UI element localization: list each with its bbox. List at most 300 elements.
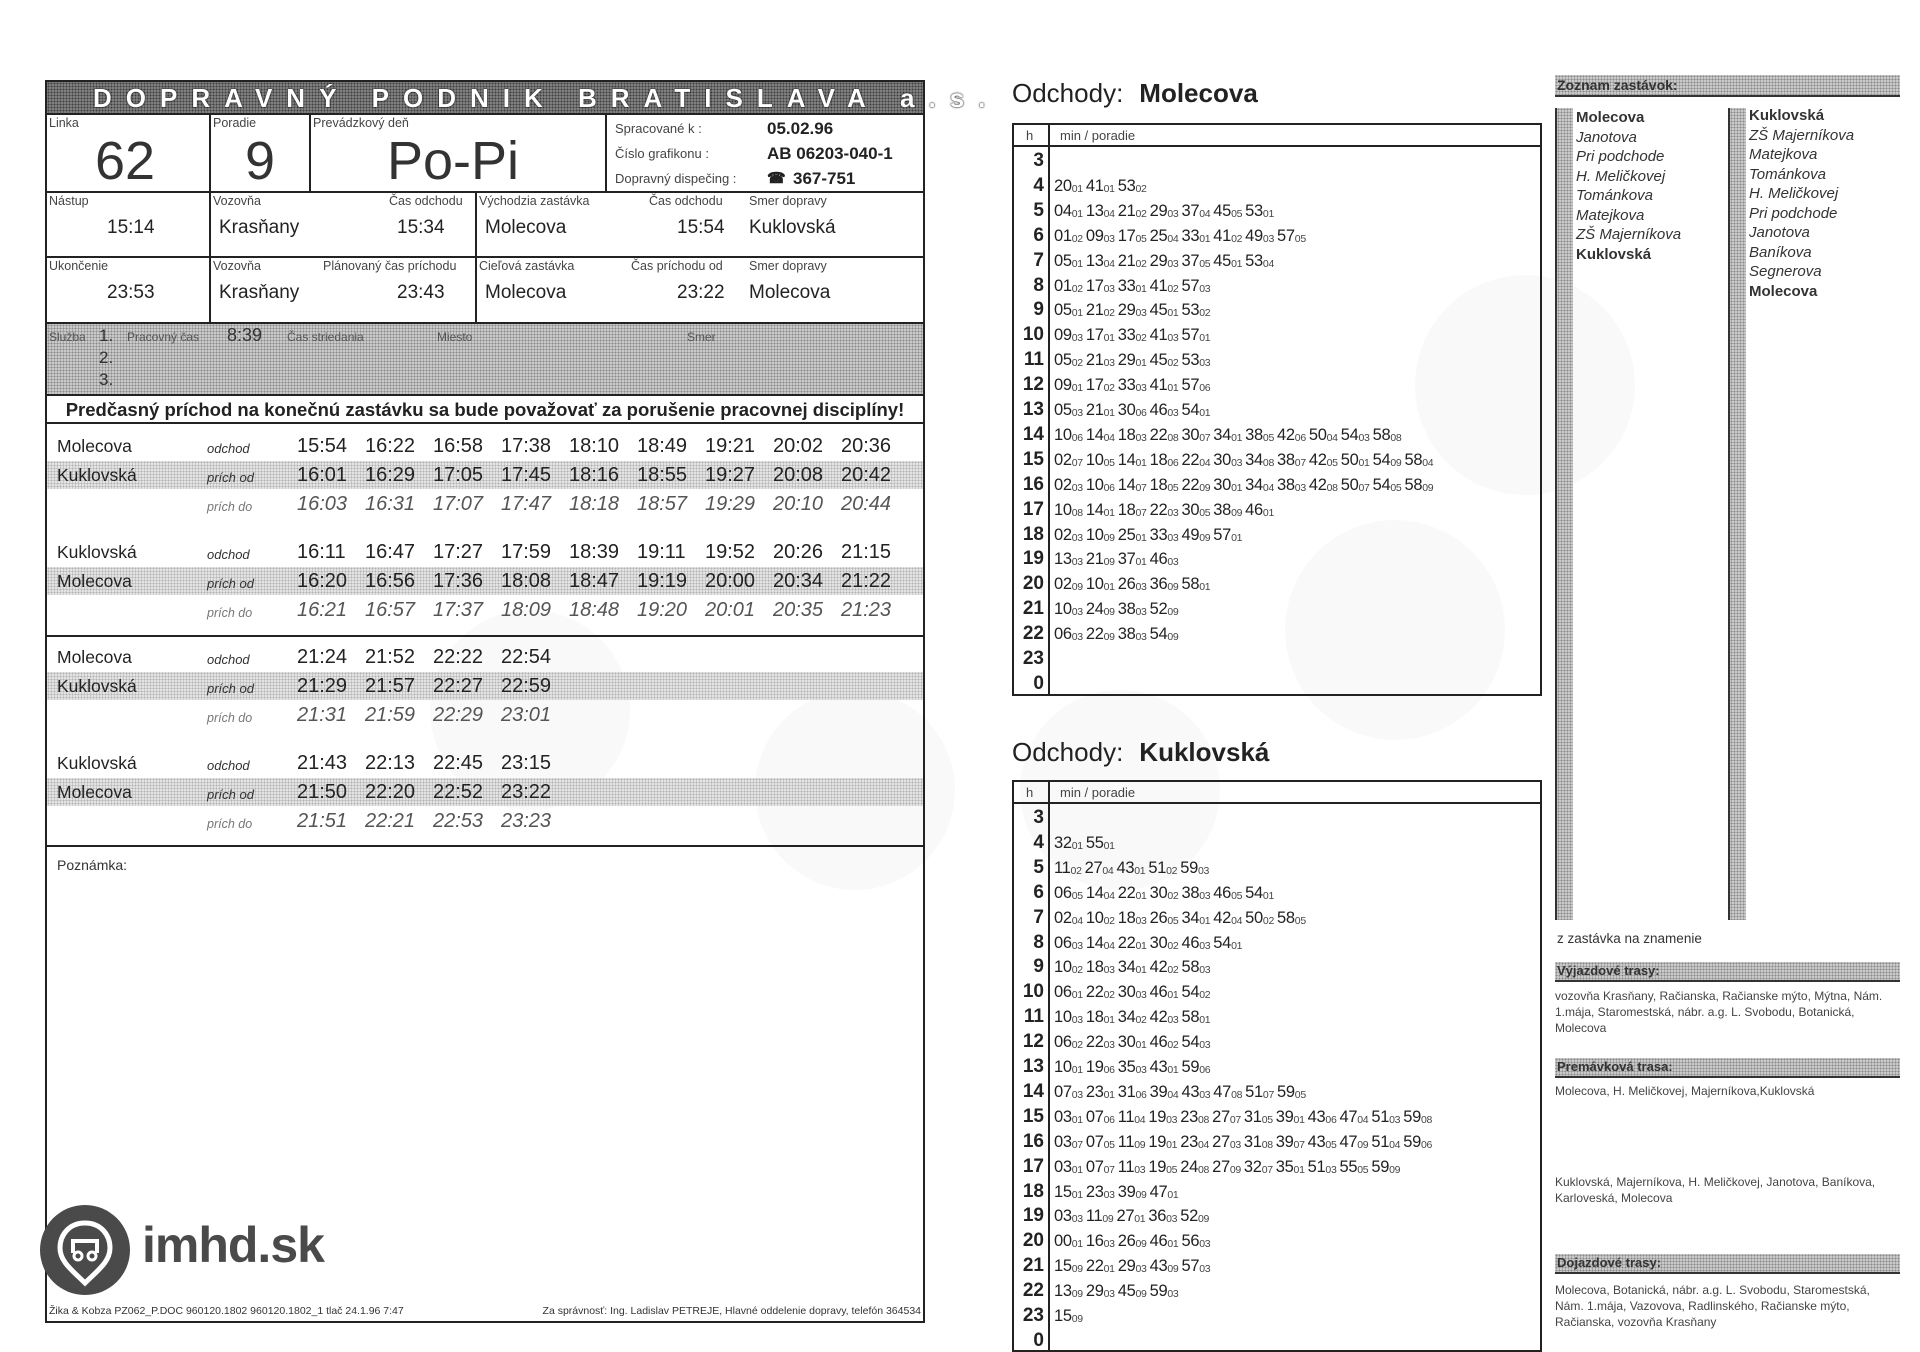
nastup-cell (47, 193, 211, 258)
departure-poradie: 09 (1389, 1163, 1401, 1176)
departure-poradie: 03 (1166, 1113, 1178, 1126)
minutes-row (1054, 475, 1436, 497)
departure-minute: 52 (1180, 1207, 1198, 1226)
hour-label: 18 (1022, 1180, 1044, 1202)
departure-minute: 42 (1308, 475, 1327, 494)
departure-entry (1148, 1133, 1177, 1151)
departure-poradie: 02 (1103, 914, 1115, 927)
departures-table (1012, 780, 1542, 1352)
departure-poradie: 04 (1357, 1113, 1369, 1126)
minutes-row (1054, 525, 1245, 547)
schedule-time: 19:19 (637, 570, 688, 592)
departure-minute: 39 (1275, 1107, 1294, 1126)
hour-label: 4 (1033, 174, 1044, 196)
grafikon-value: AB 06203-040-1 (767, 144, 893, 163)
departure-entry (1054, 1108, 1083, 1126)
departure-minute: 37 (1181, 251, 1200, 270)
departure-poradie: 05 (1071, 889, 1083, 902)
schedule-stop: Molecova (57, 436, 132, 456)
departure-minute: 26 (1117, 575, 1136, 594)
departure-minute: 53 (1245, 201, 1263, 220)
schedule-time: 17:37 (433, 599, 484, 621)
departure-minute: 34 (1245, 475, 1263, 494)
departure-poradie: 03 (1294, 481, 1306, 494)
departure-entry (1118, 909, 1147, 927)
departure-minute: 58 (1404, 475, 1423, 494)
dojazdove-title: Dojazdové trasy: (1555, 1254, 1900, 1274)
departure-poradie: 06 (1071, 431, 1083, 444)
departure-entry (1373, 426, 1402, 444)
departure-entry (1150, 227, 1179, 245)
departure-minute: 47 (1213, 1082, 1232, 1101)
departure-minute: 30 (1149, 883, 1168, 902)
departure-entry (1181, 351, 1210, 369)
departure-minute: 07 (1085, 1107, 1104, 1126)
departure-poradie: 03 (1103, 1039, 1115, 1052)
departure-entry (1181, 202, 1210, 220)
departure-poradie: 04 (1231, 914, 1243, 927)
line-number: 62 (95, 131, 156, 191)
schedule-time: 23:23 (501, 810, 552, 832)
departure-minute: 21 (1117, 251, 1136, 270)
schedule-row (47, 643, 923, 671)
departure-entry (1118, 1058, 1147, 1076)
departure-poradie: 01 (1103, 407, 1115, 419)
departure-entry (1118, 476, 1147, 494)
imhd-logo-icon (40, 1205, 130, 1295)
departure-poradie: 02 (1231, 232, 1243, 245)
departure-minute: 52 (1149, 600, 1168, 619)
departure-minute: 38 (1213, 500, 1232, 519)
departure-minute: 55 (1085, 833, 1104, 852)
schedule-time: 16:11 (297, 541, 346, 563)
hour-label: 20 (1022, 1230, 1044, 1252)
departure-minute: 19 (1085, 1058, 1104, 1076)
departure-poradie: 01 (1103, 839, 1115, 852)
departure-minute: 38 (1117, 600, 1136, 619)
departure-poradie: 09 (1103, 531, 1115, 544)
departure-poradie: 05 (1294, 914, 1306, 927)
schedule-time: 23:15 (501, 752, 552, 774)
departure-minute: 59 (1277, 1082, 1295, 1101)
departure-minute: 09 (1085, 226, 1104, 245)
departure-poradie: 02 (1071, 1039, 1083, 1052)
departure-poradie: 06 (1420, 1138, 1433, 1151)
departure-minute: 59 (1180, 858, 1198, 877)
departure-poradie: 01 (1199, 332, 1211, 345)
departure-poradie: 03 (1167, 531, 1179, 544)
departure-minute: 18 (1085, 958, 1104, 977)
departure-poradie: 02 (1103, 307, 1115, 320)
departure-minute: 46 (1149, 983, 1168, 1002)
departure-poradie: 01 (1167, 989, 1179, 1002)
stop-list-divider (1555, 108, 1557, 920)
departure-entry (1116, 1207, 1145, 1225)
departure-poradie: 02 (1135, 257, 1147, 270)
departure-minute: 30 (1213, 475, 1232, 494)
schedule-time: 21:43 (297, 752, 348, 774)
minutes-row (1054, 325, 1213, 347)
departure-entry (1086, 252, 1115, 270)
departure-poradie: 09 (1199, 481, 1211, 494)
minutes-row (1054, 400, 1213, 422)
departure-poradie: 01 (1135, 964, 1147, 977)
departure-minute: 14 (1117, 450, 1136, 469)
departure-poradie: 03 (1167, 332, 1179, 345)
departure-entry (1054, 1033, 1083, 1051)
schedule-time: 22:54 (501, 646, 552, 668)
schedule-kind: odchod (207, 758, 250, 773)
departure-poradie: 01 (1071, 1163, 1083, 1176)
departure-poradie: 09 (1103, 606, 1115, 619)
departure-minute: 59 (1149, 1282, 1168, 1301)
departure-entry (1181, 451, 1210, 469)
departure-minute: 22 (1085, 1033, 1104, 1052)
schedule-time: 17:47 (501, 493, 552, 515)
premavkova-text-2: Kuklovská, Majerníkova, H. Meličkovej, Janotova, Baníkova, Karloveská, Molecova (1555, 1175, 1876, 1205)
departure-entry (1150, 1183, 1179, 1201)
departure-entry (1213, 526, 1242, 544)
operating-day: Po-Pi (387, 131, 520, 191)
departure-minute: 38 (1245, 425, 1263, 444)
departure-entry (1054, 451, 1083, 469)
departure-minute: 22 (1149, 500, 1168, 519)
departure-poradie: 03 (1135, 1064, 1147, 1076)
departure-poradie: 01 (1103, 1088, 1115, 1101)
departure-entry (1371, 1158, 1400, 1176)
schedule-time: 17:59 (501, 541, 552, 563)
departure-entry (1086, 1282, 1115, 1300)
departure-entry (1054, 834, 1083, 852)
minutes-row (1054, 276, 1213, 298)
vozovna-start-cell (211, 193, 477, 258)
departure-minute: 11 (1054, 858, 1071, 877)
departure-entry (1213, 884, 1242, 902)
vyjazdove-title: Výjazdové trasy: (1555, 962, 1900, 982)
schedule-time: 21:15 (841, 541, 892, 563)
departure-entry (1150, 1232, 1179, 1250)
departure-entry (1086, 1232, 1115, 1250)
table-header (1014, 125, 1540, 147)
dispecing-value: 367-751 (793, 169, 856, 188)
departure-entry (1277, 476, 1306, 494)
departure-poradie: 03 (1071, 407, 1083, 419)
schedule-kind: prích do (207, 606, 253, 620)
departure-poradie: 01 (1071, 207, 1083, 220)
departure-entry (1118, 1083, 1147, 1101)
departure-minute: 53 (1181, 301, 1200, 320)
departure-poradie: 03 (1197, 864, 1210, 877)
departure-poradie: 05 (1199, 257, 1211, 270)
departure-poradie: 02 (1167, 282, 1179, 295)
departure-minute: 50 (1245, 908, 1263, 927)
premavkova-text-1: Molecova, H. Meličkovej, Majerníkova,Kuklovská (1555, 1084, 1815, 1098)
departure-entry (1086, 401, 1115, 419)
departure-poradie: 03 (1134, 1163, 1146, 1176)
departure-poradie: 09 (1357, 1138, 1369, 1151)
cas-odchodu2-label: Čas odchodu (649, 194, 723, 208)
departure-minute: 37 (1117, 550, 1136, 569)
departure-entry (1086, 526, 1115, 544)
departure-entry (1245, 252, 1274, 270)
minutes-row (1054, 1132, 1435, 1154)
departure-poradie: 01 (1103, 506, 1115, 519)
departure-poradie: 01 (1103, 182, 1115, 195)
stop-name: Molecova (1576, 109, 1645, 126)
schedule-stop: Molecova (57, 571, 132, 591)
schedule-time: 18:10 (569, 435, 620, 457)
minutes-row (1054, 982, 1213, 1004)
departure-minute: 06 (1054, 1033, 1072, 1052)
departure-minute: 30 (1117, 1033, 1136, 1052)
departure-minute: 31 (1243, 1107, 1262, 1126)
vychodzia-cell (477, 193, 923, 258)
departure-entry (1180, 1133, 1209, 1151)
hour-label: 0 (1033, 1329, 1044, 1351)
departure-minute: 06 (1054, 625, 1072, 644)
departure-entry (1086, 575, 1115, 593)
hour-label: 19 (1022, 1205, 1044, 1227)
departure-poradie: 06 (1135, 407, 1147, 419)
departure-minute: 04 (1054, 201, 1072, 220)
departure-minute: 18 (1117, 425, 1136, 444)
departure-entry (1181, 1083, 1210, 1101)
schedule-time: 18:49 (637, 435, 688, 457)
departure-entry (1341, 476, 1370, 494)
hour-label: 12 (1022, 374, 1044, 396)
smer-value: Molecova (749, 282, 831, 303)
departure-minute: 07 (1085, 1157, 1104, 1176)
hour-label: 18 (1022, 523, 1044, 545)
departure-minute: 24 (1085, 600, 1104, 619)
schedule-time: 18:09 (501, 599, 552, 621)
departure-minute: 50 (1308, 425, 1327, 444)
departure-entry (1118, 1008, 1147, 1026)
departure-entry (1245, 451, 1274, 469)
departure-poradie: 02 (1103, 382, 1115, 395)
departure-entry (1373, 451, 1402, 469)
departure-minute: 59 (1371, 1157, 1390, 1176)
hour-label: 13 (1022, 1056, 1044, 1077)
departure-entry (1054, 277, 1083, 295)
departure-minute: 29 (1117, 301, 1136, 320)
stop-name: Tománkova (1749, 165, 1826, 183)
departure-poradie: 05 (1231, 207, 1243, 220)
departure-entry (1086, 202, 1115, 220)
nastup-time: 15:14 (107, 217, 155, 238)
departure-minute: 18 (1085, 1008, 1104, 1027)
departure-minute: 43 (1116, 858, 1135, 877)
departure-poradie: 04 (1103, 431, 1115, 444)
departure-minute: 10 (1085, 450, 1104, 469)
departure-entry (1148, 1207, 1177, 1225)
schedule-time: 16:22 (365, 435, 416, 457)
departure-poradie: 04 (1199, 456, 1211, 469)
departure-poradie: 03 (1103, 1238, 1115, 1251)
departure-minute: 25 (1149, 226, 1168, 245)
departure-minute: 23 (1180, 1132, 1198, 1151)
departure-poradie: 06 (1103, 1064, 1115, 1076)
planovany-label: Plánovaný čas príchodu (323, 259, 457, 273)
departure-poradie: 06 (1199, 1064, 1211, 1076)
schedule-kind: prích do (207, 817, 253, 831)
minutes-row (1054, 1206, 1212, 1228)
schedule-time: 21:51 (297, 810, 348, 832)
departure-entry (1308, 1108, 1337, 1126)
stop-list-bar (1730, 108, 1746, 920)
departure-poradie: 01 (1135, 556, 1147, 569)
schedule-time: 19:21 (705, 435, 756, 457)
departure-minute: 51 (1307, 1157, 1326, 1176)
departure-entry (1150, 401, 1179, 419)
departure-poradie: 02 (1167, 1039, 1179, 1052)
schedule-kind: odchod (207, 441, 250, 456)
departure-poradie: 01 (1135, 1039, 1147, 1052)
departure-minute: 38 (1277, 475, 1295, 494)
departure-minute: 07 (1085, 1132, 1104, 1151)
departure-entry (1118, 1183, 1147, 1201)
minutes-row (1054, 1306, 1086, 1328)
schedule-kind: prích od (207, 681, 254, 696)
departure-minute: 54 (1372, 450, 1391, 469)
departure-minute: 05 (1054, 251, 1072, 270)
departure-poradie: 07 (1261, 1163, 1273, 1176)
hour-label: 10 (1022, 324, 1044, 346)
departure-poradie: 01 (1135, 282, 1147, 295)
schedule-time: 20:36 (841, 435, 892, 457)
departure-poradie: 07 (1262, 1088, 1275, 1101)
departure-entry (1054, 1232, 1083, 1250)
sluzba-number: 3. (99, 370, 114, 389)
departure-entry (1118, 401, 1147, 419)
stop-name: Pri podchode (1749, 204, 1838, 222)
departure-poradie: 04 (1197, 1138, 1210, 1151)
departure-entry (1150, 426, 1179, 444)
departure-poradie: 09 (1167, 1263, 1179, 1276)
departure-poradie: 03 (1135, 581, 1147, 594)
departure-entry (1245, 227, 1274, 245)
stop-name: Matejkova (1576, 206, 1645, 224)
departure-poradie: 04 (1167, 232, 1179, 245)
departure-minute: 05 (1054, 351, 1072, 370)
departure-minute: 57 (1181, 276, 1200, 295)
schedule-stop: Molecova (57, 782, 132, 802)
departure-entry (1245, 1083, 1274, 1101)
departure-entry (1340, 1108, 1369, 1126)
departures-prefix: Odchody: (1012, 737, 1124, 767)
departure-entry (1245, 884, 1274, 902)
departure-entry (1086, 426, 1115, 444)
departure-minute: 11 (1117, 1107, 1135, 1126)
hour-label: 15 (1022, 448, 1044, 470)
departure-minute: 27 (1084, 858, 1103, 877)
departure-poradie: 01 (1103, 581, 1115, 594)
departure-poradie: 06 (1103, 481, 1115, 494)
departure-poradie: 02 (1135, 207, 1147, 220)
processing-info-cell (607, 115, 923, 193)
schedule-time: 20:44 (841, 493, 892, 515)
departure-poradie: 01 (1071, 1064, 1083, 1076)
departures-stop: Molecova (1139, 78, 1258, 108)
schedule-time: 18:48 (569, 599, 620, 621)
departure-poradie: 03 (1199, 282, 1211, 295)
departure-minute: 42 (1149, 958, 1168, 977)
departure-minute: 50 (1340, 475, 1359, 494)
schedule-kind: odchod (207, 652, 250, 667)
departure-minute: 22 (1181, 475, 1200, 494)
departure-entry (1118, 277, 1147, 295)
schedule-time: 21:24 (297, 646, 348, 668)
departure-entry (1308, 1133, 1337, 1151)
departure-minute: 57 (1277, 226, 1295, 245)
schedule-row (47, 778, 923, 806)
minutes-row (1054, 574, 1213, 596)
departure-entry (1086, 1158, 1115, 1176)
smer-label: Smer dopravy (749, 259, 827, 273)
departure-minute: 18 (1149, 475, 1168, 494)
departure-poradie: 03 (1166, 1213, 1178, 1226)
departure-entry (1371, 1133, 1400, 1151)
departure-minute: 17 (1085, 326, 1104, 345)
schedule-time: 16:29 (365, 464, 416, 486)
departure-minute: 33 (1117, 376, 1136, 395)
departure-entry (1054, 550, 1083, 568)
hour-label: 9 (1033, 299, 1044, 321)
departure-entry (1150, 958, 1179, 976)
departures-title (1012, 78, 1258, 108)
departure-poradie: 01 (1231, 531, 1243, 544)
departure-poradie: 05 (1167, 481, 1179, 494)
departure-poradie: 03 (1071, 939, 1083, 952)
departure-minute: 20 (1054, 176, 1072, 195)
departure-poradie: 01 (1199, 1014, 1211, 1027)
departure-minute: 34 (1181, 908, 1200, 927)
departure-minute: 10 (1054, 1008, 1072, 1027)
departure-entry (1118, 1133, 1146, 1151)
departure-poradie: 03 (1135, 631, 1147, 644)
departure-poradie: 03 (1199, 1238, 1211, 1251)
departure-minute: 10 (1085, 575, 1104, 594)
departure-entry (1148, 859, 1177, 877)
departure-poradie: 03 (1231, 456, 1243, 469)
departure-poradie: 03 (1199, 939, 1211, 952)
departure-entry (1118, 376, 1147, 394)
departure-poradie: 05 (1135, 232, 1147, 245)
departure-poradie: 03 (1103, 1188, 1115, 1201)
departure-entry (1245, 476, 1274, 494)
departure-entry (1244, 1108, 1273, 1126)
minutes-row (1054, 1231, 1213, 1253)
miesto-label: Miesto (437, 330, 473, 344)
departure-entry (1277, 227, 1306, 245)
minutes-row (1054, 624, 1181, 646)
departure-poradie: 01 (1103, 1263, 1115, 1276)
cielova-label: Cieľová zastávka (479, 259, 575, 273)
departure-minute: 47 (1339, 1107, 1358, 1126)
schedule-time: 18:16 (569, 464, 620, 486)
departure-minute: 57 (1213, 525, 1232, 544)
hour-label: 4 (1033, 831, 1044, 853)
departure-minute: 11 (1117, 1157, 1135, 1176)
schedule-time: 18:55 (637, 464, 688, 486)
departure-entry (1148, 1158, 1177, 1176)
departure-entry (1181, 983, 1210, 1001)
departure-entry (1340, 1158, 1369, 1176)
stop-name: Segnerova (1749, 263, 1822, 280)
departure-entry (1086, 1257, 1115, 1275)
departure-entry (1118, 202, 1147, 220)
departure-entry (1054, 202, 1083, 220)
